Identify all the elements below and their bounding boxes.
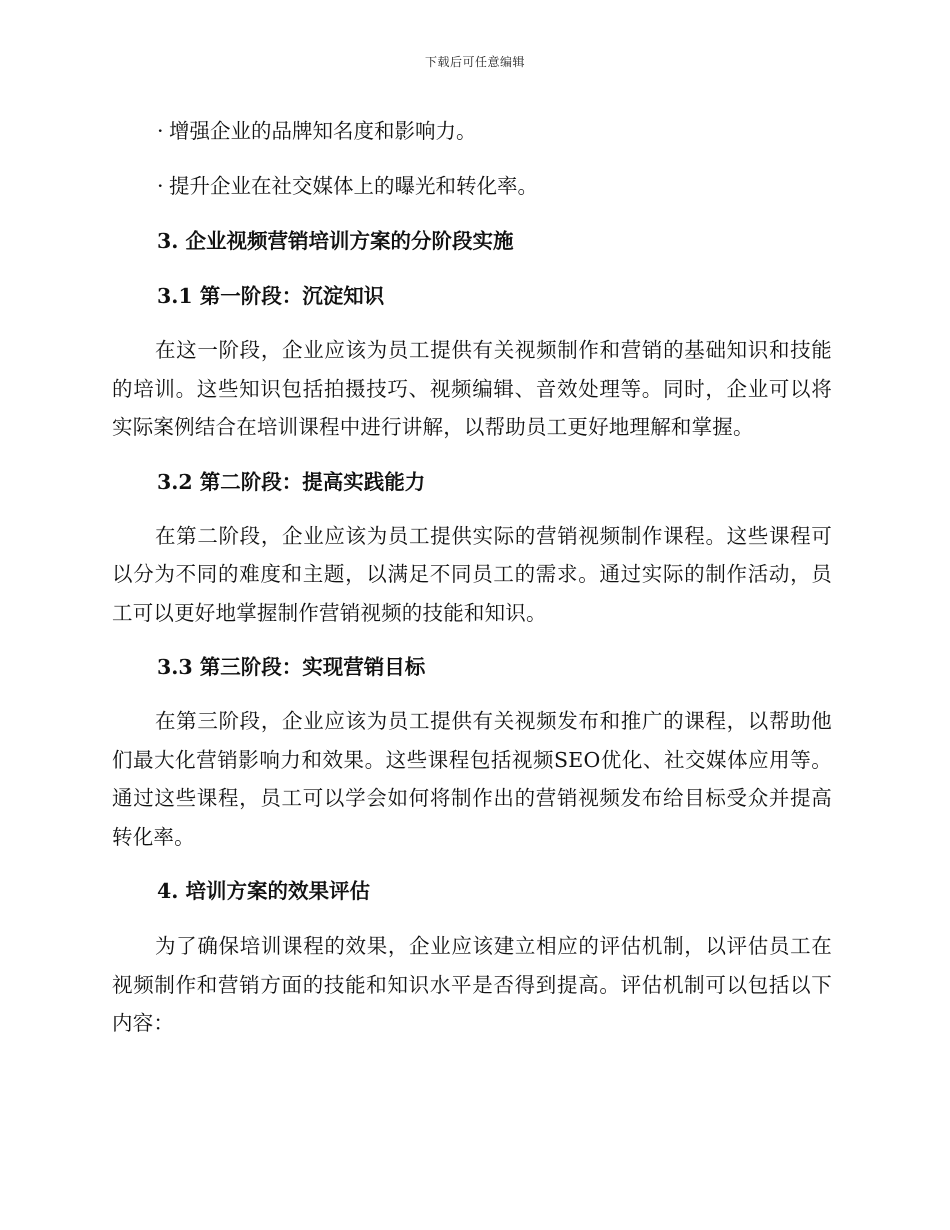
bullet-text: 提升企业在社交媒体上的曝光和转化率。 xyxy=(169,174,538,198)
section-3-1-paragraph: 在这一阶段，企业应该为员工提供有关视频制作和营销的基础知识和技能的培训。这些知识包括拍摄技巧、视频编辑、音效处理等。同时，企业可以将实际案例结合在培训课程中进行讲解，以帮助员工更好地理解和掌握。 xyxy=(112,338,832,439)
section-3-2-heading: 3.2 第二阶段：提高实践能力 xyxy=(157,469,426,494)
header-note: 下载后可任意编辑 xyxy=(424,55,525,69)
section-3-2-paragraph: 在第二阶段，企业应该为员工提供实际的营销视频制作课程。这些课程可以分为不同的难度和主题，以满足不同员工的需求。通过实际的制作活动，员工可以更好地掌握制作营销视频的技能和知识。 xyxy=(112,523,832,625)
bullet-dot-icon: · xyxy=(157,119,164,143)
section-3-3-heading: 3.3 第三阶段：实现营销目标 xyxy=(157,655,426,679)
section-4-paragraph: 为了确保培训课程的效果，企业应该建立相应的评估机制，以评估员工在视频制作和营销方面的技能和知识水平是否得到提高。评估机制可以包括以下内容： xyxy=(112,934,832,1035)
section-4-heading: 4. 培训方案的效果评估 xyxy=(157,879,371,903)
bullet-item xyxy=(157,167,832,205)
section-3-1-heading: 3.1 第一阶段：沉淀知识 xyxy=(157,284,385,308)
bullet-dot-icon: · xyxy=(157,174,164,198)
section-3-heading: 3. 企业视频营销培训方案的分阶段实施 xyxy=(157,229,514,253)
bullet-text: 增强企业的品牌知名度和影响力。 xyxy=(169,119,477,143)
section-3-3-paragraph: 在第三阶段，企业应该为员工提供有关视频发布和推广的课程，以帮助他们最大化营销影响力和效果。这些课程包括视频SEO优化、社交媒体应用等。通过这些课程，员工可以学会如何将制作出的营销视频发布给目标受众并提高转化率。 xyxy=(112,709,832,849)
bullet-item xyxy=(157,112,832,150)
document-body xyxy=(112,112,832,1059)
